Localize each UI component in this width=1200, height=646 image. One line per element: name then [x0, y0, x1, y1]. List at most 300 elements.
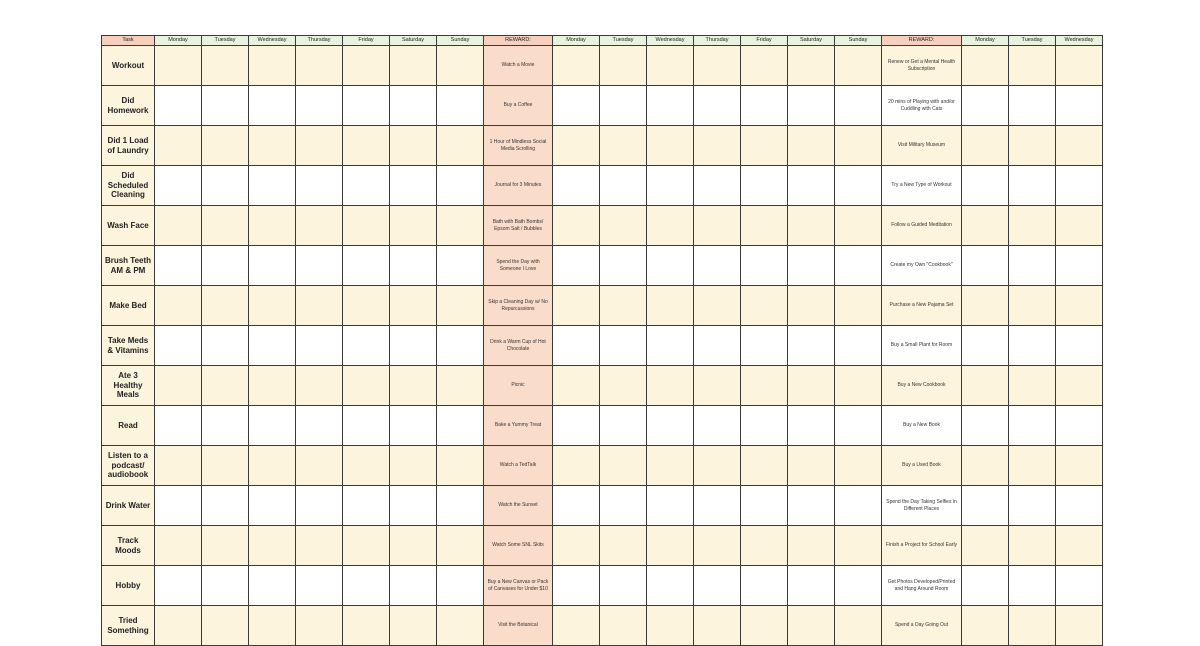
task-row [102, 526, 1103, 566]
checkbox-cell[interactable] [788, 326, 835, 366]
checkbox-cell[interactable] [788, 486, 835, 526]
checkbox-cell[interactable] [390, 526, 437, 566]
checkbox-cell[interactable] [962, 166, 1009, 206]
checkbox-cell[interactable] [390, 86, 437, 126]
checkbox-cell[interactable] [962, 366, 1009, 406]
checkbox-cell[interactable] [437, 446, 484, 486]
checkbox-cell[interactable] [437, 606, 484, 646]
checkbox-cell[interactable] [600, 566, 647, 606]
checkbox-cell[interactable] [1009, 206, 1056, 246]
checkbox-cell[interactable] [788, 246, 835, 286]
reward-cell: Follow a Guided Meditation [882, 206, 962, 246]
checkbox-cell[interactable] [437, 246, 484, 286]
checkbox-cell[interactable] [1056, 326, 1103, 366]
checkbox-cell[interactable] [694, 566, 741, 606]
checkbox-cell[interactable] [343, 406, 390, 446]
task-row [102, 406, 1103, 446]
checkbox-cell[interactable] [553, 206, 600, 246]
reward-cell: Buy a New Cookbook [882, 366, 962, 406]
task-row [102, 46, 1103, 86]
checkbox-cell[interactable] [296, 126, 343, 166]
checkbox-cell[interactable] [343, 446, 390, 486]
checkbox-cell[interactable] [741, 246, 788, 286]
checkbox-cell[interactable] [249, 366, 296, 406]
checkbox-cell[interactable] [647, 86, 694, 126]
checkbox-cell[interactable] [553, 606, 600, 646]
checkbox-cell[interactable] [1009, 46, 1056, 86]
checkbox-cell[interactable] [296, 326, 343, 366]
checkbox-cell[interactable] [249, 206, 296, 246]
checkbox-cell[interactable] [249, 246, 296, 286]
checkbox-cell[interactable] [741, 86, 788, 126]
checkbox-cell[interactable] [647, 526, 694, 566]
checkbox-cell[interactable] [788, 206, 835, 246]
checkbox-cell[interactable] [553, 46, 600, 86]
checkbox-cell[interactable] [788, 166, 835, 206]
checkbox-cell[interactable] [155, 406, 202, 446]
checkbox-cell[interactable] [741, 526, 788, 566]
checkbox-cell[interactable] [962, 86, 1009, 126]
checkbox-cell[interactable] [343, 126, 390, 166]
checkbox-cell[interactable] [600, 326, 647, 366]
checkbox-cell[interactable] [962, 566, 1009, 606]
checkbox-cell[interactable] [694, 526, 741, 566]
checkbox-cell[interactable] [647, 366, 694, 406]
checkbox-cell[interactable] [155, 166, 202, 206]
reward-cell: Watch a Movie [484, 46, 553, 86]
checkbox-cell[interactable] [1009, 126, 1056, 166]
checkbox-cell[interactable] [1056, 46, 1103, 86]
checkbox-cell[interactable] [390, 126, 437, 166]
checkbox-cell[interactable] [343, 486, 390, 526]
checkbox-cell[interactable] [437, 366, 484, 406]
checkbox-cell[interactable] [437, 526, 484, 566]
checkbox-cell[interactable] [694, 326, 741, 366]
checkbox-cell[interactable] [1009, 246, 1056, 286]
checkbox-cell[interactable] [296, 246, 343, 286]
checkbox-cell[interactable] [600, 526, 647, 566]
checkbox-cell[interactable] [1009, 526, 1056, 566]
checkbox-cell[interactable] [553, 566, 600, 606]
reward-cell: Create my Own "Cookbook" [882, 246, 962, 286]
checkbox-cell[interactable] [155, 206, 202, 246]
checkbox-cell[interactable] [390, 566, 437, 606]
header-day: Sunday [437, 36, 484, 46]
checkbox-cell[interactable] [835, 406, 882, 446]
checkbox-cell[interactable] [1056, 446, 1103, 486]
checkbox-cell[interactable] [1009, 166, 1056, 206]
checkbox-cell[interactable] [202, 526, 249, 566]
checkbox-cell[interactable] [296, 166, 343, 206]
checkbox-cell[interactable] [962, 246, 1009, 286]
checkbox-cell[interactable] [1009, 366, 1056, 406]
checkbox-cell[interactable] [1009, 486, 1056, 526]
checkbox-cell[interactable] [835, 46, 882, 86]
checkbox-cell[interactable] [202, 286, 249, 326]
reward-cell: Watch a TedTalk [484, 446, 553, 486]
checkbox-cell[interactable] [647, 206, 694, 246]
checkbox-cell[interactable] [296, 606, 343, 646]
checkbox-cell[interactable] [390, 206, 437, 246]
checkbox-cell[interactable] [962, 446, 1009, 486]
checkbox-cell[interactable] [296, 366, 343, 406]
checkbox-cell[interactable] [788, 526, 835, 566]
checkbox-cell[interactable] [694, 246, 741, 286]
checkbox-cell[interactable] [390, 606, 437, 646]
checkbox-cell[interactable] [647, 606, 694, 646]
task-row [102, 366, 1103, 406]
checkbox-cell[interactable] [1009, 566, 1056, 606]
header-day: Saturday [788, 36, 835, 46]
checkbox-cell[interactable] [1056, 366, 1103, 406]
checkbox-cell[interactable] [202, 366, 249, 406]
checkbox-cell[interactable] [694, 606, 741, 646]
checkbox-cell[interactable] [553, 446, 600, 486]
checkbox-cell[interactable] [835, 446, 882, 486]
reward-cell: Visit the Botanical [484, 606, 553, 646]
task-name-cell: Did Scheduled Cleaning [102, 166, 155, 206]
checkbox-cell[interactable] [962, 606, 1009, 646]
checkbox-cell[interactable] [553, 366, 600, 406]
checkbox-cell[interactable] [1009, 86, 1056, 126]
checkbox-cell[interactable] [1056, 406, 1103, 446]
checkbox-cell[interactable] [647, 286, 694, 326]
checkbox-cell[interactable] [600, 86, 647, 126]
checkbox-cell[interactable] [835, 286, 882, 326]
checkbox-cell[interactable] [155, 326, 202, 366]
checkbox-cell[interactable] [390, 246, 437, 286]
checkbox-cell[interactable] [835, 486, 882, 526]
checkbox-cell[interactable] [343, 286, 390, 326]
checkbox-cell[interactable] [1056, 166, 1103, 206]
reward-cell: Journal for 3 Minutes [484, 166, 553, 206]
checkbox-cell[interactable] [741, 206, 788, 246]
checkbox-cell[interactable] [694, 46, 741, 86]
checkbox-cell[interactable] [249, 606, 296, 646]
checkbox-cell[interactable] [741, 46, 788, 86]
checkbox-cell[interactable] [835, 166, 882, 206]
checkbox-cell[interactable] [553, 86, 600, 126]
checkbox-cell[interactable] [296, 86, 343, 126]
checkbox-cell[interactable] [343, 366, 390, 406]
header-day: Sunday [835, 36, 882, 46]
checkbox-cell[interactable] [155, 526, 202, 566]
checkbox-cell[interactable] [202, 326, 249, 366]
checkbox-cell[interactable] [296, 486, 343, 526]
checkbox-cell[interactable] [437, 126, 484, 166]
checkbox-cell[interactable] [788, 366, 835, 406]
checkbox-cell[interactable] [788, 86, 835, 126]
checkbox-cell[interactable] [835, 246, 882, 286]
checkbox-cell[interactable] [553, 526, 600, 566]
checkbox-cell[interactable] [390, 46, 437, 86]
task-row [102, 486, 1103, 526]
checkbox-cell[interactable] [788, 126, 835, 166]
task-name-cell: Take Meds & Vitamins [102, 326, 155, 366]
reward-cell: Buy a Small Plant for Room [882, 326, 962, 366]
checkbox-cell[interactable] [694, 206, 741, 246]
checkbox-cell[interactable] [155, 486, 202, 526]
checkbox-cell[interactable] [202, 566, 249, 606]
checkbox-cell[interactable] [343, 606, 390, 646]
checkbox-cell[interactable] [835, 526, 882, 566]
task-name-cell: Did Homework [102, 86, 155, 126]
checkbox-cell[interactable] [155, 366, 202, 406]
checkbox-cell[interactable] [788, 46, 835, 86]
task-row [102, 86, 1103, 126]
checkbox-cell[interactable] [600, 246, 647, 286]
checkbox-cell[interactable] [202, 486, 249, 526]
checkbox-cell[interactable] [962, 206, 1009, 246]
checkbox-cell[interactable] [202, 246, 249, 286]
checkbox-cell[interactable] [437, 166, 484, 206]
checkbox-cell[interactable] [553, 126, 600, 166]
checkbox-cell[interactable] [1056, 286, 1103, 326]
checkbox-cell[interactable] [437, 46, 484, 86]
checkbox-cell[interactable] [835, 86, 882, 126]
checkbox-cell[interactable] [600, 366, 647, 406]
checkbox-cell[interactable] [962, 286, 1009, 326]
checkbox-cell[interactable] [788, 566, 835, 606]
header-day: Wednesday [647, 36, 694, 46]
checkbox-cell[interactable] [741, 406, 788, 446]
checkbox-cell[interactable] [647, 446, 694, 486]
checkbox-cell[interactable] [296, 526, 343, 566]
checkbox-cell[interactable] [390, 326, 437, 366]
reward-cell: Buy a New Canvas or Pack of Canvases for Under $10 [484, 566, 553, 606]
task-name-cell: Wash Face [102, 206, 155, 246]
checkbox-cell[interactable] [202, 606, 249, 646]
checkbox-cell[interactable] [600, 446, 647, 486]
reward-cell: Try a New Type of Workout [882, 166, 962, 206]
checkbox-cell[interactable] [1056, 126, 1103, 166]
checkbox-cell[interactable] [390, 286, 437, 326]
checkbox-cell[interactable] [741, 606, 788, 646]
checkbox-cell[interactable] [694, 286, 741, 326]
header-day: Wednesday [1056, 36, 1103, 46]
checkbox-cell[interactable] [694, 366, 741, 406]
reward-cell: Buy a New Book [882, 406, 962, 446]
checkbox-cell[interactable] [835, 566, 882, 606]
reward-cell: Buy a Coffee [484, 86, 553, 126]
checkbox-cell[interactable] [600, 286, 647, 326]
checkbox-cell[interactable] [553, 246, 600, 286]
checkbox-cell[interactable] [155, 566, 202, 606]
task-row [102, 166, 1103, 206]
checkbox-cell[interactable] [962, 126, 1009, 166]
checkbox-cell[interactable] [1009, 326, 1056, 366]
checkbox-cell[interactable] [788, 286, 835, 326]
checkbox-cell[interactable] [155, 246, 202, 286]
reward-cell: Spend the Day with Someone I Love [484, 246, 553, 286]
checkbox-cell[interactable] [249, 526, 296, 566]
checkbox-cell[interactable] [155, 606, 202, 646]
checkbox-cell[interactable] [647, 246, 694, 286]
checkbox-cell[interactable] [390, 486, 437, 526]
checkbox-cell[interactable] [155, 286, 202, 326]
header-day: Wednesday [249, 36, 296, 46]
checkbox-cell[interactable] [647, 326, 694, 366]
checkbox-cell[interactable] [390, 166, 437, 206]
checkbox-cell[interactable] [600, 46, 647, 86]
checkbox-cell[interactable] [788, 446, 835, 486]
checkbox-cell[interactable] [741, 446, 788, 486]
checkbox-cell[interactable] [390, 406, 437, 446]
checkbox-cell[interactable] [1009, 286, 1056, 326]
checkbox-cell[interactable] [437, 286, 484, 326]
checkbox-cell[interactable] [600, 606, 647, 646]
checkbox-cell[interactable] [249, 326, 296, 366]
reward-cell: 1 Hour of Mindless Social Media Scrolling [484, 126, 553, 166]
header-day: Tuesday [202, 36, 249, 46]
checkbox-cell[interactable] [647, 46, 694, 86]
checkbox-cell[interactable] [600, 486, 647, 526]
header-row [102, 36, 1103, 46]
checkbox-cell[interactable] [835, 326, 882, 366]
checkbox-cell[interactable] [155, 46, 202, 86]
checkbox-cell[interactable] [1056, 86, 1103, 126]
checkbox-cell[interactable] [694, 86, 741, 126]
checkbox-cell[interactable] [1056, 246, 1103, 286]
checkbox-cell[interactable] [202, 166, 249, 206]
checkbox-cell[interactable] [600, 406, 647, 446]
checkbox-cell[interactable] [553, 406, 600, 446]
checkbox-cell[interactable] [437, 86, 484, 126]
checkbox-cell[interactable] [1056, 526, 1103, 566]
checkbox-cell[interactable] [202, 86, 249, 126]
checkbox-cell[interactable] [553, 326, 600, 366]
checkbox-cell[interactable] [343, 246, 390, 286]
checkbox-cell[interactable] [835, 206, 882, 246]
reward-cell: Purchase a New Pajama Set [882, 286, 962, 326]
checkbox-cell[interactable] [296, 46, 343, 86]
checkbox-cell[interactable] [1009, 606, 1056, 646]
checkbox-cell[interactable] [343, 326, 390, 366]
reward-cell: Spend a Day Going Out [882, 606, 962, 646]
checkbox-cell[interactable] [249, 166, 296, 206]
checkbox-cell[interactable] [249, 406, 296, 446]
checkbox-cell[interactable] [296, 206, 343, 246]
checkbox-cell[interactable] [1009, 446, 1056, 486]
header-day: Tuesday [1009, 36, 1056, 46]
checkbox-cell[interactable] [296, 566, 343, 606]
checkbox-cell[interactable] [1056, 566, 1103, 606]
checkbox-cell[interactable] [788, 606, 835, 646]
header-day: Monday [553, 36, 600, 46]
checkbox-cell[interactable] [741, 486, 788, 526]
checkbox-cell[interactable] [647, 406, 694, 446]
checkbox-cell[interactable] [155, 446, 202, 486]
task-name-cell: Ate 3 Healthy Meals [102, 366, 155, 406]
checkbox-cell[interactable] [249, 126, 296, 166]
checkbox-cell[interactable] [343, 206, 390, 246]
checkbox-cell[interactable] [600, 126, 647, 166]
checkbox-cell[interactable] [437, 206, 484, 246]
checkbox-cell[interactable] [343, 566, 390, 606]
task-name-cell: Brush Teeth AM & PM [102, 246, 155, 286]
checkbox-cell[interactable] [343, 526, 390, 566]
checkbox-cell[interactable] [962, 326, 1009, 366]
checkbox-cell[interactable] [835, 606, 882, 646]
checkbox-cell[interactable] [202, 446, 249, 486]
checkbox-cell[interactable] [155, 86, 202, 126]
checkbox-cell[interactable] [296, 286, 343, 326]
checkbox-cell[interactable] [553, 486, 600, 526]
checkbox-cell[interactable] [741, 366, 788, 406]
checkbox-cell[interactable] [553, 286, 600, 326]
checkbox-cell[interactable] [835, 366, 882, 406]
checkbox-cell[interactable] [343, 86, 390, 126]
checkbox-cell[interactable] [647, 166, 694, 206]
reward-cell: 20 mins of Playing with and/or Cuddling with Cats [882, 86, 962, 126]
checkbox-cell[interactable] [741, 126, 788, 166]
checkbox-cell[interactable] [1009, 406, 1056, 446]
checkbox-cell[interactable] [390, 366, 437, 406]
checkbox-cell[interactable] [437, 486, 484, 526]
checkbox-cell[interactable] [694, 166, 741, 206]
checkbox-cell[interactable] [202, 46, 249, 86]
checkbox-cell[interactable] [553, 166, 600, 206]
checkbox-cell[interactable] [647, 486, 694, 526]
checkbox-cell[interactable] [694, 406, 741, 446]
checkbox-cell[interactable] [296, 446, 343, 486]
checkbox-cell[interactable] [647, 566, 694, 606]
checkbox-cell[interactable] [694, 486, 741, 526]
checkbox-cell[interactable] [647, 126, 694, 166]
checkbox-cell[interactable] [343, 166, 390, 206]
checkbox-cell[interactable] [600, 166, 647, 206]
checkbox-cell[interactable] [343, 46, 390, 86]
checkbox-cell[interactable] [390, 446, 437, 486]
checkbox-cell[interactable] [155, 126, 202, 166]
checkbox-cell[interactable] [741, 566, 788, 606]
checkbox-cell[interactable] [962, 406, 1009, 446]
checkbox-cell[interactable] [202, 206, 249, 246]
checkbox-cell[interactable] [694, 126, 741, 166]
checkbox-cell[interactable] [1056, 486, 1103, 526]
checkbox-cell[interactable] [962, 46, 1009, 86]
header-day: Thursday [296, 36, 343, 46]
checkbox-cell[interactable] [249, 486, 296, 526]
checkbox-cell[interactable] [202, 406, 249, 446]
header-day: Saturday [390, 36, 437, 46]
checkbox-cell[interactable] [296, 406, 343, 446]
checkbox-cell[interactable] [741, 286, 788, 326]
checkbox-cell[interactable] [249, 86, 296, 126]
reward-cell: Bake a Yummy Treat [484, 406, 553, 446]
checkbox-cell[interactable] [1056, 606, 1103, 646]
checkbox-cell[interactable] [437, 406, 484, 446]
checkbox-cell[interactable] [694, 446, 741, 486]
checkbox-cell[interactable] [249, 446, 296, 486]
checkbox-cell[interactable] [202, 126, 249, 166]
checkbox-cell[interactable] [249, 286, 296, 326]
checkbox-cell[interactable] [437, 326, 484, 366]
checkbox-cell[interactable] [962, 526, 1009, 566]
checkbox-cell[interactable] [741, 326, 788, 366]
checkbox-cell[interactable] [249, 566, 296, 606]
checkbox-cell[interactable] [741, 166, 788, 206]
checkbox-cell[interactable] [788, 406, 835, 446]
reward-cell: Get Photos Developed/Printed and Hang Around Room [882, 566, 962, 606]
checkbox-cell[interactable] [835, 126, 882, 166]
checkbox-cell[interactable] [437, 566, 484, 606]
checkbox-cell[interactable] [962, 486, 1009, 526]
task-name-cell: Make Bed [102, 286, 155, 326]
checkbox-cell[interactable] [1056, 206, 1103, 246]
checkbox-cell[interactable] [249, 46, 296, 86]
checkbox-cell[interactable] [600, 206, 647, 246]
